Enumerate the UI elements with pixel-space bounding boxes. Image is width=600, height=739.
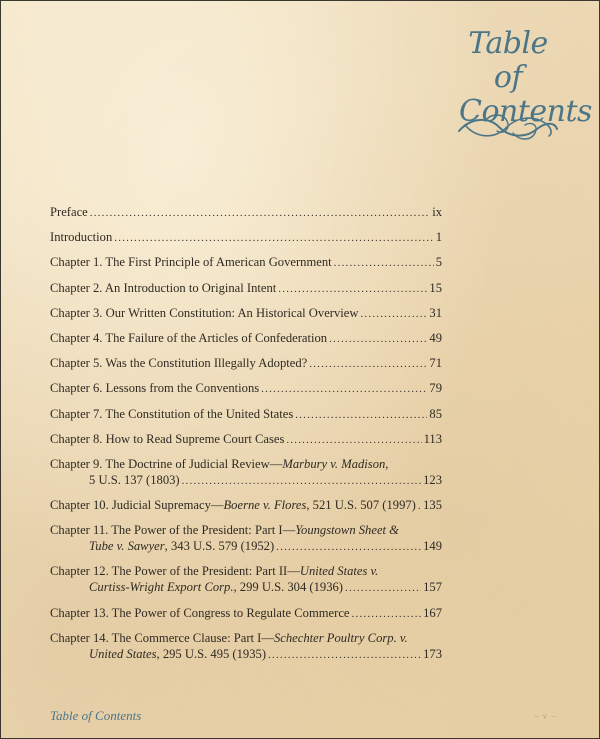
toc-entry-title: Chapter 7. The Constitution of the United States xyxy=(50,406,294,421)
toc-entry-title: Chapter 5. Was the Constitution Illegally Adopted? xyxy=(50,356,308,371)
toc-title-text: Chapter 14. The Commerce Clause: Part I— xyxy=(50,630,274,645)
leader-dots xyxy=(295,407,427,423)
toc-entry-title: Chapter 13. The Power of Congress to Regulate Commerce xyxy=(50,605,350,620)
title-line-1: Table of xyxy=(468,26,548,95)
leader-dots xyxy=(90,205,430,221)
toc-entry-title xyxy=(50,563,378,579)
toc-entry-title: Introduction xyxy=(50,230,113,245)
toc-entry-title xyxy=(50,497,416,513)
toc-page-number: 15 xyxy=(429,280,442,295)
toc-page-number: 71 xyxy=(429,356,442,371)
toc-entry-title: Chapter 2. An Introduction to Original Intent xyxy=(50,280,277,295)
toc-page-number: 31 xyxy=(429,305,442,320)
leader-dots xyxy=(345,580,421,596)
leader-dots xyxy=(182,473,422,489)
running-footer-title: Table of Contents xyxy=(50,708,142,723)
leader-dots xyxy=(334,255,434,271)
toc-entry-chapter-14[interactable] xyxy=(50,630,442,663)
case-name: United States xyxy=(89,646,157,661)
toc-page-number: 79 xyxy=(429,381,442,396)
toc-entry-chapter-13[interactable] xyxy=(50,605,442,622)
case-name: Marbury v. Madison, xyxy=(282,456,389,471)
toc-entry-chapter-6[interactable] xyxy=(50,380,442,397)
case-name: Curtiss-Wright Export Corp. xyxy=(89,580,234,595)
case-name: United States v. xyxy=(299,564,379,579)
leader-dots xyxy=(261,381,427,397)
toc-page-number: 167 xyxy=(423,605,442,620)
leader-dots xyxy=(418,498,421,514)
toc-page-number: 1 xyxy=(435,230,442,245)
toc-title-text: Chapter 11. The Power of the President: Part I— xyxy=(50,523,296,538)
toc-entry-chapter-7[interactable] xyxy=(50,406,442,423)
toc-page-number: ix xyxy=(432,205,442,219)
toc-entry-citation xyxy=(89,646,266,662)
toc-page-number: 157 xyxy=(423,580,442,595)
toc-entry-chapter-1[interactable] xyxy=(50,254,442,271)
leader-dots xyxy=(286,432,421,448)
toc-page-number: 135 xyxy=(423,498,442,513)
toc-entry-title: Chapter 3. Our Written Constitution: An Historical Overview xyxy=(50,305,359,320)
toc-entry-title: Preface xyxy=(50,205,88,219)
toc-entry-title xyxy=(50,630,408,646)
table-of-contents xyxy=(50,204,442,671)
citation-text: , 343 U.S. 579 (1952) xyxy=(164,539,275,554)
page-folio: – v – xyxy=(534,711,557,721)
toc-page-number: 5 xyxy=(435,255,442,270)
case-name: Schechter Poultry Corp. v. xyxy=(273,630,408,645)
leader-dots xyxy=(352,606,422,622)
toc-page-number: 173 xyxy=(423,646,442,661)
toc-entry-title: Chapter 6. Lessons from the Conventions xyxy=(50,381,260,396)
toc-entry-citation: , 521 U.S. 507 (1997) xyxy=(306,498,416,513)
citation-text: , 299 U.S. 304 (1936) xyxy=(233,580,343,595)
toc-entry-preface[interactable] xyxy=(50,204,442,221)
leader-dots xyxy=(276,539,421,555)
case-name: Tube v. Sawyer xyxy=(89,539,165,554)
toc-entry-chapter-8[interactable] xyxy=(50,431,442,448)
toc-entry-title: Chapter 4. The Failure of the Articles of Confederation xyxy=(50,330,328,345)
toc-page-number: 149 xyxy=(423,539,442,554)
toc-page-number: 49 xyxy=(429,330,442,345)
case-name: Boerne v. Flores xyxy=(223,498,307,513)
leader-dots xyxy=(278,281,427,297)
title-line-2: Contents xyxy=(459,94,592,129)
leader-dots xyxy=(360,306,427,322)
leader-dots xyxy=(329,331,427,347)
case-name: Youngstown Sheet & xyxy=(295,523,399,538)
toc-entry-chapter-4[interactable] xyxy=(50,330,442,347)
toc-title-text: Chapter 10. Judicial Supremacy— xyxy=(50,498,224,513)
toc-entry-title xyxy=(50,522,399,538)
toc-entry-chapter-3[interactable] xyxy=(50,305,442,322)
toc-title-text: Chapter 12. The Power of the President: Part II— xyxy=(50,564,300,579)
toc-entry-citation xyxy=(89,579,343,595)
toc-entry-chapter-9[interactable] xyxy=(50,456,442,489)
toc-entry-chapter-5[interactable] xyxy=(50,355,442,372)
toc-page-number: 113 xyxy=(423,431,442,446)
citation-text: , 295 U.S. 495 (1935) xyxy=(156,646,267,661)
toc-entry-chapter-12[interactable] xyxy=(50,563,442,596)
toc-entry-chapter-11[interactable] xyxy=(50,522,442,555)
flourish-ornament-icon xyxy=(455,109,561,145)
leader-dots xyxy=(114,230,433,246)
toc-entry-chapter-10[interactable] xyxy=(50,497,442,514)
toc-entry-citation xyxy=(89,538,274,554)
toc-title-text: Chapter 9. The Doctrine of Judicial Review— xyxy=(50,456,283,471)
toc-entry-title: Chapter 1. The First Principle of American Government xyxy=(50,255,332,270)
toc-entry-title xyxy=(50,456,388,472)
toc-page-number: 123 xyxy=(423,472,442,487)
toc-entry-chapter-2[interactable] xyxy=(50,280,442,297)
leader-dots xyxy=(309,356,427,372)
toc-entry-introduction[interactable] xyxy=(50,229,442,246)
toc-entry-citation: 5 U.S. 137 (1803) xyxy=(89,472,180,487)
leader-dots xyxy=(268,647,421,663)
toc-page-number: 85 xyxy=(429,406,442,421)
toc-entry-title: Chapter 8. How to Read Supreme Court Cases xyxy=(50,431,285,446)
